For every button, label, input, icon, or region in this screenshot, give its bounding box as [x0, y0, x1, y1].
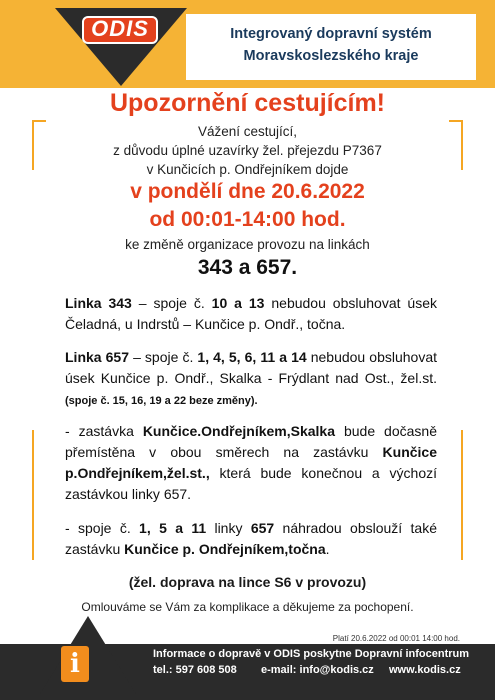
headline: Upozornění cestujícím! [109, 89, 386, 117]
intro-line2: z důvodu úplné uzavírky žel. přejezdu P7367 [113, 143, 382, 158]
p3-stop-zelst: Kunčice p.Ondřejníkem,žel.st., [65, 444, 437, 481]
paragraph-line-343 [65, 293, 437, 335]
p4-text4: . [325, 541, 330, 557]
p4-line: 657 [250, 520, 275, 536]
footer-phone: tel.: 597 608 508 [153, 664, 237, 676]
validity-text: Platí 20.6.2022 od 00:01 14:00 hod. [332, 634, 460, 643]
apology: Omlouváme se Vám za komplikace a děkujeme za pochopení. [81, 600, 414, 614]
frame-side-left [32, 430, 34, 560]
footer-website[interactable]: www.kodis.cz [389, 664, 461, 676]
p4-connections: 1, 5 a 11 [139, 520, 207, 536]
org-name-line2: Moravskoslezského kraje [243, 48, 419, 64]
odis-logo-text: ODIS [91, 16, 149, 41]
p1-text1: – spoje č. [131, 295, 212, 311]
paragraph-line-657 [65, 347, 437, 412]
time-line: od 00:01-14:00 hod. [149, 208, 346, 231]
p3-text2: bude dočasně přemístěna v obou směrech na zastávku [65, 423, 437, 460]
info-icon-glyph: i [70, 649, 80, 679]
p2-text2: nebudou obsluhovat úsek Kunčice p. Ondř., Skalka - Frýdlant nad Ost., žel.st. [65, 349, 438, 386]
footer-info-line: Informace o dopravě v ODIS poskytne Dopravní infocentrum [153, 648, 470, 660]
p3-text3: která bude konečnou a výchozí zastávkou linky 657. [65, 465, 437, 502]
line-657-label: Linka 657 [65, 349, 129, 365]
rail-note: (žel. doprava na lince S6 v provozu) [128, 574, 367, 590]
p2-unchanged-note: (spoje č. 15, 16, 19 a 22 beze změny). [65, 395, 258, 407]
p3-text1: - zastávka [65, 423, 143, 439]
p2-text1: – spoje č. [129, 349, 198, 365]
p2-connections: 1, 4, 5, 6, 11 a 14 [197, 349, 307, 365]
p1-connections: 10 a 13 [211, 295, 265, 311]
intro-line3: v Kunčicích p. Ondřejníkem dojde [146, 162, 349, 177]
p4-text1: - spoje č. [65, 520, 140, 536]
date-line: v pondělí dne 20.6.2022 [130, 180, 365, 203]
change-line: ke změně organizace provozu na linkách [125, 237, 370, 252]
paragraph-stop-relocation [65, 421, 437, 505]
paragraph-replacement [65, 518, 437, 560]
footer-email[interactable]: e-mail: info@kodis.cz [261, 664, 374, 676]
p4-text2: linky [206, 520, 251, 536]
affected-lines: 343 a 657. [197, 256, 298, 279]
intro-line1: Vážení cestující, [197, 124, 298, 139]
p4-text3: náhradou obslouží také zastávku [65, 520, 437, 557]
line-343-label: Linka 343 [65, 295, 132, 311]
org-panel [186, 14, 476, 80]
org-name-line1: Integrovaný dopravní systém [230, 26, 432, 42]
p3-stop-skalka: Kunčice.Ondřejníkem,Skalka [142, 423, 336, 439]
frame-side-right [461, 430, 463, 560]
p4-stop-tocna: Kunčice p. Ondřejníkem,točna [124, 541, 326, 557]
p1-text2: nebudou obsluhovat úsek Čeladná, u Indrstů – Kunčice p. Ondř., točna. [65, 295, 437, 332]
